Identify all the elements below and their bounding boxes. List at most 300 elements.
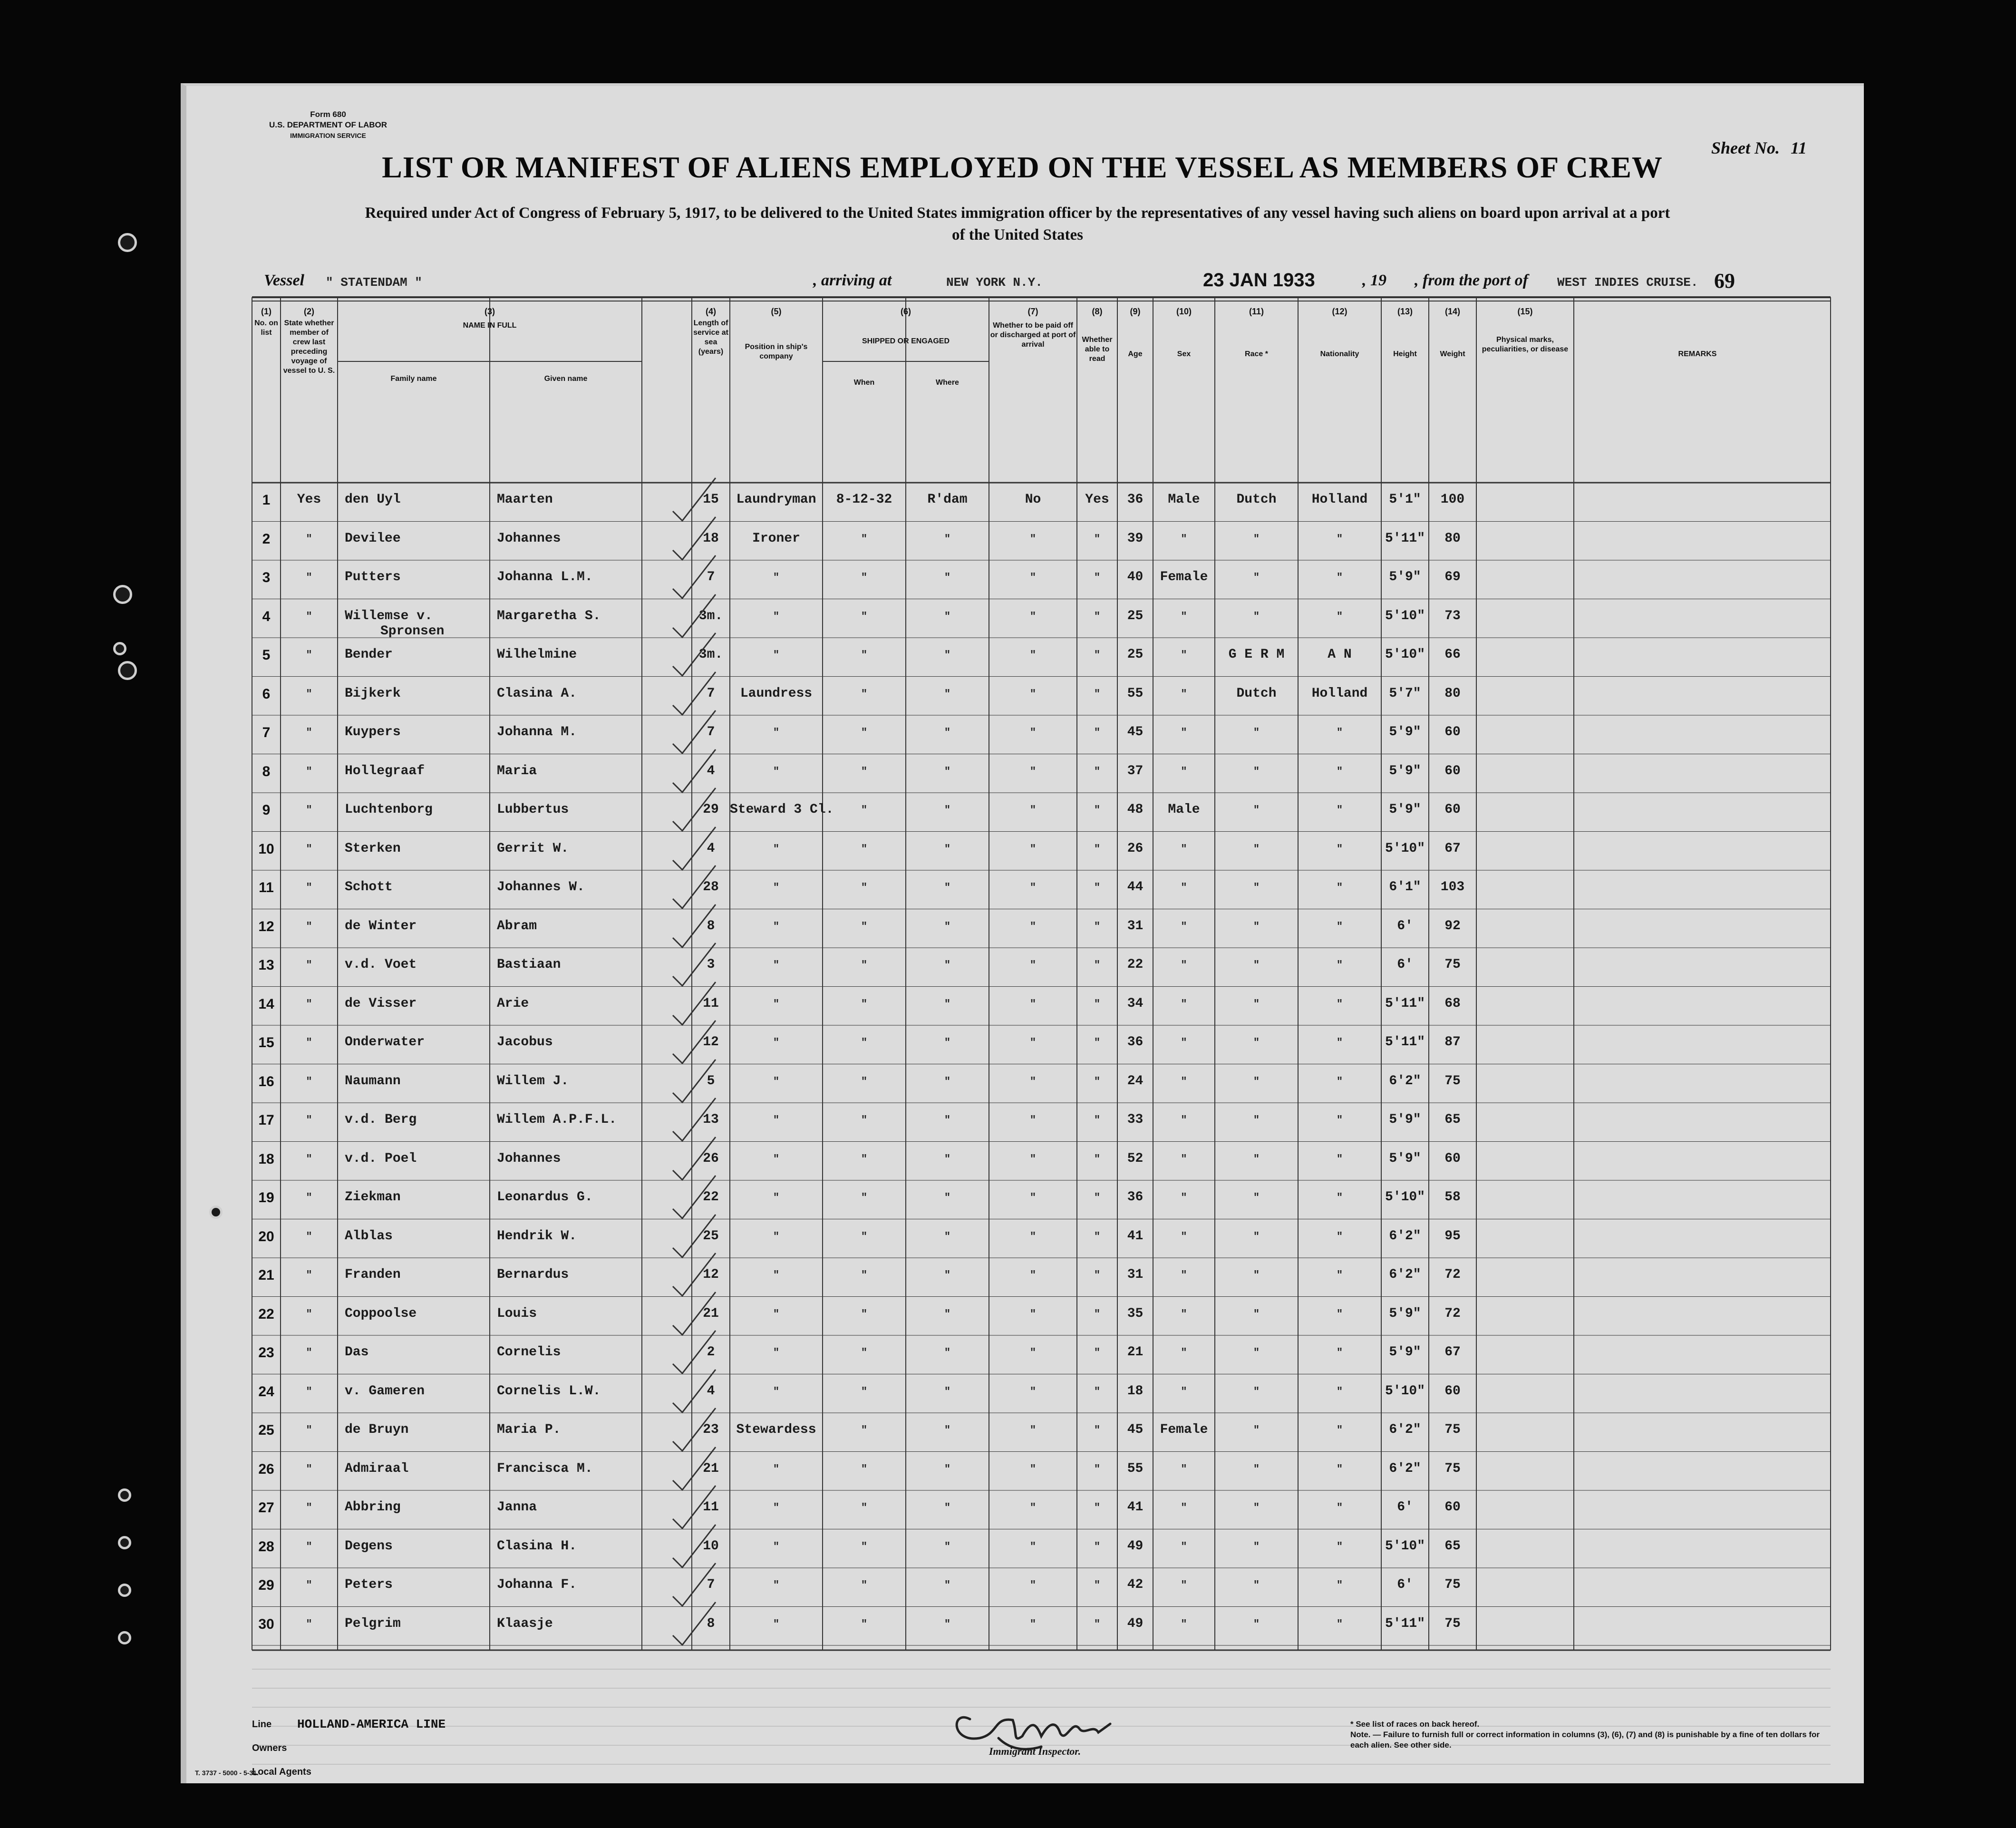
cell-read: " — [1094, 998, 1101, 1010]
cell-no: 25 — [258, 1422, 274, 1438]
cell-age: 18 — [1127, 1383, 1144, 1399]
cell-height: 5'7" — [1389, 686, 1421, 701]
cell-service: 7 — [707, 686, 715, 701]
cell-where: " — [944, 1540, 951, 1553]
cell-no: 23 — [258, 1345, 274, 1361]
col6-header: SHIPPED OR ENGAGED — [862, 337, 950, 345]
cell-state: " — [306, 998, 312, 1010]
cell-state: " — [306, 1153, 312, 1165]
cell-height: 6'2" — [1389, 1228, 1421, 1244]
cell-where: " — [944, 1463, 951, 1475]
cell-no: 3 — [262, 570, 271, 585]
cell-race: " — [1253, 1192, 1260, 1204]
cell-height: 5'10" — [1385, 1538, 1425, 1554]
cell-age: 44 — [1127, 880, 1144, 895]
cell-given: Abram — [497, 918, 537, 933]
cell-no: 26 — [258, 1461, 274, 1477]
col1-number: (1) — [261, 307, 271, 316]
cell-when: 8-12-32 — [836, 492, 892, 507]
cell-when: " — [861, 727, 868, 739]
cell-nationality: " — [1336, 1230, 1343, 1243]
where-header: Where — [936, 379, 959, 387]
cell-read: " — [1094, 882, 1101, 894]
cell-nationality: " — [1336, 1463, 1343, 1475]
cell-position: " — [773, 1153, 780, 1165]
cell-age: 55 — [1127, 1461, 1144, 1476]
cell-nationality: " — [1336, 1540, 1343, 1553]
cell-state: " — [306, 727, 312, 739]
cell-paid: No — [1025, 492, 1041, 507]
cell-service: 4 — [707, 841, 715, 856]
cell-when: " — [861, 1037, 868, 1049]
cell-no: 17 — [258, 1112, 274, 1128]
cell-when: " — [861, 533, 868, 545]
cell-given: Bernardus — [497, 1267, 569, 1282]
cell-state: " — [306, 920, 312, 933]
cell-age: 49 — [1127, 1538, 1144, 1554]
cell-state: " — [306, 1385, 312, 1398]
cell-height: 6' — [1397, 957, 1413, 972]
col10-header: Sex — [1177, 350, 1191, 358]
col5-number: (5) — [771, 307, 782, 316]
cell-where: " — [944, 1037, 951, 1049]
cell-read: Yes — [1085, 492, 1109, 507]
col14-number: (14) — [1444, 307, 1460, 316]
cell-service: 3m. — [698, 647, 723, 662]
cell-given: Bastiaan — [497, 957, 561, 972]
cell-service: 2 — [707, 1345, 715, 1360]
cell-state: " — [306, 1308, 312, 1320]
cell-family: de Visser — [345, 996, 417, 1011]
cell-race: " — [1253, 1502, 1260, 1514]
cell-position: " — [773, 727, 780, 739]
check-mark — [663, 1597, 720, 1650]
cell-position: " — [773, 765, 780, 778]
col13-header: Height — [1393, 350, 1417, 358]
cell-race: " — [1253, 765, 1260, 778]
cell-paid: " — [1029, 1463, 1037, 1475]
cell-height: 6' — [1397, 1577, 1413, 1592]
col6-number: (6) — [901, 307, 911, 316]
cell-family: Onderwater — [345, 1035, 425, 1050]
cell-sex: Male — [1168, 492, 1200, 507]
cell-family: v.d. Berg — [345, 1112, 417, 1127]
cell-sex: Male — [1168, 802, 1200, 817]
cell-where: " — [944, 533, 951, 545]
cell-sex: " — [1181, 1114, 1187, 1126]
cell-service: 26 — [703, 1151, 719, 1166]
binder-hole — [118, 1536, 131, 1549]
cell-where: " — [944, 1230, 951, 1243]
cell-position: " — [773, 1037, 780, 1049]
cell-where: R'dam — [927, 492, 968, 507]
cell-when: " — [861, 1114, 868, 1126]
cell-race: " — [1253, 1269, 1260, 1281]
cell-where: " — [944, 1308, 951, 1320]
cell-nationality: " — [1336, 1385, 1343, 1398]
cell-no: 20 — [258, 1228, 274, 1245]
cell-state: " — [306, 1269, 312, 1281]
cell-sex: " — [1181, 1153, 1187, 1165]
cell-position: " — [773, 610, 780, 622]
cell-position: Laundryman — [736, 492, 816, 507]
cell-where: " — [944, 882, 951, 894]
cell-age: 36 — [1127, 492, 1144, 507]
cell-where: " — [944, 727, 951, 739]
cell-sex: " — [1181, 1192, 1187, 1204]
cell-weight: 60 — [1444, 802, 1461, 817]
cell-when: " — [861, 1153, 868, 1165]
line-label: Line — [252, 1719, 272, 1730]
cell-read: " — [1094, 1424, 1101, 1436]
col14-header: Weight — [1440, 350, 1465, 358]
cell-sex: " — [1181, 843, 1187, 855]
page-number: 69 — [1714, 269, 1735, 292]
cell-position: " — [773, 1308, 780, 1320]
cell-no: 6 — [262, 686, 271, 702]
cell-given: Johannes W. — [497, 880, 585, 895]
cell-family: Luchtenborg — [345, 802, 433, 817]
cell-no: 13 — [258, 957, 274, 973]
cell-given: Johanna M. — [497, 725, 577, 739]
cell-read: " — [1094, 959, 1101, 971]
cell-race: " — [1253, 610, 1260, 622]
cell-race: " — [1253, 1347, 1260, 1359]
cell-service: 28 — [703, 880, 719, 895]
cell-given: Willem J. — [497, 1073, 569, 1089]
cell-sex: " — [1181, 1463, 1187, 1475]
cell-weight: 80 — [1444, 531, 1461, 546]
col7-number: (7) — [1027, 307, 1038, 316]
cell-state: " — [306, 1463, 312, 1475]
cell-age: 52 — [1127, 1151, 1144, 1166]
cell-no: 4 — [262, 608, 271, 624]
cell-position: " — [773, 998, 780, 1010]
cell-nationality: " — [1336, 920, 1343, 933]
page-title: LIST OR MANIFEST OF ALIENS EMPLOYED ON THE VESSEL AS MEMBERS OF CREW — [382, 150, 1663, 184]
cell-height: 5'10" — [1385, 841, 1425, 856]
cell-given: Louis — [497, 1306, 537, 1321]
cell-age: 45 — [1127, 1422, 1144, 1437]
cell-nationality: " — [1336, 1153, 1343, 1165]
col7-header: Whether to be paid off or discharged at port of arrival — [990, 321, 1076, 349]
binder-hole — [118, 233, 137, 252]
cell-when: " — [861, 1385, 868, 1398]
cell-service: 21 — [703, 1461, 719, 1476]
cell-sex: " — [1181, 533, 1187, 545]
cell-read: " — [1094, 727, 1101, 739]
cell-nationality: " — [1336, 1579, 1343, 1591]
cell-race: " — [1253, 572, 1260, 583]
cell-service: 11 — [703, 996, 719, 1011]
cell-no: 24 — [258, 1383, 274, 1400]
cell-height: 5'9" — [1389, 1112, 1421, 1127]
cell-race: " — [1253, 533, 1260, 545]
cell-read: " — [1094, 1153, 1101, 1165]
cell-read: " — [1094, 1463, 1101, 1475]
cell-position: " — [773, 1230, 780, 1243]
cell-paid: " — [1029, 727, 1037, 739]
cell-race: " — [1253, 882, 1260, 894]
cell-position: " — [773, 1269, 780, 1281]
cell-family: v.d. Poel — [345, 1151, 417, 1166]
cell-race: " — [1253, 727, 1260, 739]
cell-when: " — [861, 1269, 868, 1281]
cell-race: " — [1253, 1153, 1260, 1165]
cell-read: " — [1094, 1192, 1101, 1204]
cell-paid: " — [1029, 610, 1037, 622]
cell-height: 5'10" — [1385, 647, 1425, 662]
cell-weight: 60 — [1444, 763, 1461, 778]
cell-where: " — [944, 959, 951, 971]
cell-race: Dutch — [1236, 686, 1277, 701]
cell-service: 12 — [703, 1035, 719, 1050]
cell-read: " — [1094, 1385, 1101, 1398]
col4-number: (4) — [706, 307, 716, 316]
cell-weight: 67 — [1444, 1345, 1461, 1360]
cell-state: " — [306, 804, 312, 816]
cell-read: " — [1094, 1308, 1101, 1320]
cell-sex: " — [1181, 727, 1187, 739]
cell-weight: 60 — [1444, 1500, 1461, 1515]
cell-read: " — [1094, 1075, 1101, 1088]
cell-sex: " — [1181, 959, 1187, 971]
cell-age: 25 — [1127, 647, 1144, 662]
cell-no: 21 — [258, 1267, 274, 1283]
cell-height: 5'9" — [1389, 1151, 1421, 1166]
cell-paid: " — [1029, 572, 1037, 583]
cell-nationality: " — [1336, 1192, 1343, 1204]
cell-age: 36 — [1127, 1190, 1144, 1205]
col3-number: (3) — [485, 307, 495, 316]
cell-state: " — [306, 533, 312, 545]
cell-read: " — [1094, 533, 1101, 545]
cell-where: " — [944, 1579, 951, 1591]
cell-weight: 72 — [1444, 1306, 1461, 1321]
cell-where: " — [944, 610, 951, 622]
cell-position: " — [773, 843, 780, 855]
cell-when: " — [861, 998, 868, 1010]
cell-height: 5'10" — [1385, 608, 1425, 623]
cell-where: " — [944, 1153, 951, 1165]
line-value: HOLLAND-AMERICA LINE — [297, 1717, 446, 1731]
binder-hole — [113, 585, 132, 604]
cell-no: 27 — [258, 1500, 274, 1516]
binder-hole — [118, 1631, 131, 1644]
cell-position: " — [773, 959, 780, 971]
cell-family: de Winter — [345, 918, 417, 933]
col1-header: No. on list — [254, 319, 278, 337]
cell-no: 8 — [262, 763, 271, 779]
cell-where: " — [944, 765, 951, 778]
cell-state: " — [306, 1424, 312, 1436]
cell-family: Putters — [345, 570, 401, 584]
cell-race: Dutch — [1236, 492, 1277, 507]
cell-read: " — [1094, 610, 1101, 622]
cell-height: 5'9" — [1389, 725, 1421, 739]
cell-age: 34 — [1127, 996, 1144, 1011]
cell-when: " — [861, 572, 868, 583]
cell-position: " — [773, 1385, 780, 1398]
arriving-label: , arriving at — [813, 272, 892, 289]
cell-paid: " — [1029, 765, 1037, 778]
cell-family: Devilee — [345, 531, 401, 546]
cell-service: 15 — [703, 492, 719, 507]
cell-given: Willem A.P.F.L. — [497, 1112, 617, 1127]
cell-weight: 65 — [1444, 1538, 1461, 1554]
binder-hole — [118, 661, 137, 680]
col15-header: Physical marks, peculiarities, or disease — [1482, 336, 1569, 353]
cell-no: 28 — [258, 1538, 274, 1555]
cell-height: 6' — [1397, 1500, 1413, 1515]
cell-read: " — [1094, 1502, 1101, 1514]
cell-race: " — [1253, 1424, 1260, 1436]
from-label: , from the port of — [1415, 272, 1528, 289]
sheet-label: Sheet No. — [1711, 138, 1780, 157]
cell-family: Schott — [345, 880, 393, 895]
cell-read: " — [1094, 1540, 1101, 1553]
cell-sex: Female — [1160, 1422, 1208, 1437]
cell-service: 12 — [703, 1267, 719, 1282]
cell-sex: " — [1181, 920, 1187, 933]
cell-when: " — [861, 1308, 868, 1320]
cell-sex: " — [1181, 1618, 1187, 1630]
cell-service: 3m. — [698, 608, 723, 623]
cell-state: " — [306, 1037, 312, 1049]
cell-paid: " — [1029, 804, 1037, 816]
cell-given: Wilhelmine — [497, 647, 577, 662]
cell-given: Clasina H. — [497, 1538, 577, 1554]
cell-given: Clasina A. — [497, 686, 577, 701]
cell-weight: 67 — [1444, 841, 1461, 856]
cell-given: Francisca M. — [497, 1461, 593, 1476]
cell-race: " — [1253, 804, 1260, 816]
cell-age: 31 — [1127, 918, 1144, 933]
cell-position: " — [773, 1114, 780, 1126]
cell-state: " — [306, 688, 312, 700]
cell-position: Laundress — [740, 686, 813, 701]
cell-paid: " — [1029, 1347, 1037, 1359]
cell-age: 55 — [1127, 686, 1144, 701]
cell-state: " — [306, 1192, 312, 1204]
cell-position: " — [773, 649, 780, 661]
cell-read: " — [1094, 1037, 1101, 1049]
inspector-label: Immigrant Inspector. — [989, 1745, 1081, 1757]
cell-sex: " — [1181, 1502, 1187, 1514]
cell-sex: " — [1181, 1540, 1187, 1553]
cell-race: " — [1253, 1114, 1260, 1126]
cell-weight: 100 — [1440, 492, 1465, 507]
cell-where: " — [944, 688, 951, 700]
cell-family-line-2: Spronsen — [380, 623, 445, 639]
cell-position: " — [773, 572, 780, 583]
cell-no: 7 — [262, 725, 271, 740]
cell-nationality: " — [1336, 998, 1343, 1010]
cell-when: " — [861, 765, 868, 778]
cell-given: Klaasje — [497, 1616, 553, 1631]
cell-where: " — [944, 1192, 951, 1204]
owners-label: Owners — [252, 1743, 287, 1753]
cell-position: Steward 3 Cl. — [730, 802, 834, 817]
cell-nationality: " — [1336, 843, 1343, 855]
cell-state: " — [306, 882, 312, 894]
cell-paid: " — [1029, 1075, 1037, 1088]
cell-where: " — [944, 1502, 951, 1514]
cell-family: den Uyl — [345, 492, 401, 507]
cell-given: Johannes — [497, 1151, 561, 1166]
cell-family: Hollegraaf — [345, 763, 425, 778]
cell-read: " — [1094, 1618, 1101, 1630]
cell-paid: " — [1029, 1618, 1037, 1630]
manifest-sheet — [181, 83, 1864, 1783]
cell-family: Bijkerk — [345, 686, 401, 701]
cell-weight: 103 — [1440, 880, 1465, 895]
cell-state: " — [306, 1579, 312, 1591]
cell-height: 5'1" — [1389, 492, 1421, 507]
cell-race: " — [1253, 1230, 1260, 1243]
cell-family: Willemse v. — [345, 608, 433, 623]
cell-race: " — [1253, 1618, 1260, 1630]
cell-nationality: " — [1336, 1037, 1343, 1049]
cell-family: Bender — [345, 647, 393, 662]
cell-given: Cornelis L.W. — [497, 1383, 601, 1399]
cell-age: 26 — [1127, 841, 1144, 856]
cell-where: " — [944, 1075, 951, 1088]
cell-race: " — [1253, 1075, 1260, 1088]
department-name: U.S. DEPARTMENT OF LABOR — [269, 120, 388, 129]
cell-race: " — [1253, 998, 1260, 1010]
cell-service: 4 — [707, 1383, 715, 1399]
cell-read: " — [1094, 1579, 1101, 1591]
cell-weight: 58 — [1444, 1190, 1461, 1205]
cell-given: Arie — [497, 996, 529, 1011]
cell-sex: " — [1181, 1037, 1187, 1049]
cell-weight: 60 — [1444, 725, 1461, 739]
cell-no: 5 — [262, 647, 271, 663]
cell-height: 5'9" — [1389, 802, 1421, 817]
cell-weight: 73 — [1444, 608, 1461, 623]
cell-age: 37 — [1127, 763, 1144, 778]
cell-no: 30 — [258, 1616, 274, 1632]
cell-paid: " — [1029, 1579, 1037, 1591]
cell-position: " — [773, 1192, 780, 1204]
cell-nationality: " — [1336, 610, 1343, 622]
cell-weight: 60 — [1444, 1383, 1461, 1399]
cell-position: " — [773, 1502, 780, 1514]
cell-state: " — [306, 1618, 312, 1630]
cell-where: " — [944, 1269, 951, 1281]
cell-sex: Female — [1160, 570, 1208, 584]
cell-age: 39 — [1127, 531, 1144, 546]
cell-position: " — [773, 1463, 780, 1475]
cell-no: 29 — [258, 1577, 274, 1593]
cell-age: 41 — [1127, 1228, 1144, 1244]
cell-given: Johannes — [497, 531, 561, 546]
col13-number: (13) — [1397, 307, 1413, 316]
cell-nationality: " — [1336, 1114, 1343, 1126]
col9-number: (9) — [1130, 307, 1141, 316]
cell-height: 5'9" — [1389, 570, 1421, 584]
cell-sex: " — [1181, 1075, 1187, 1088]
cell-family: Alblas — [345, 1228, 393, 1244]
cell-family: Naumann — [345, 1073, 401, 1089]
cell-position: " — [773, 1579, 780, 1591]
cell-state: " — [306, 572, 312, 583]
cell-weight: 87 — [1444, 1035, 1461, 1050]
cell-nationality: " — [1336, 572, 1343, 583]
cell-state: " — [306, 1230, 312, 1243]
binder-hole — [113, 642, 126, 655]
